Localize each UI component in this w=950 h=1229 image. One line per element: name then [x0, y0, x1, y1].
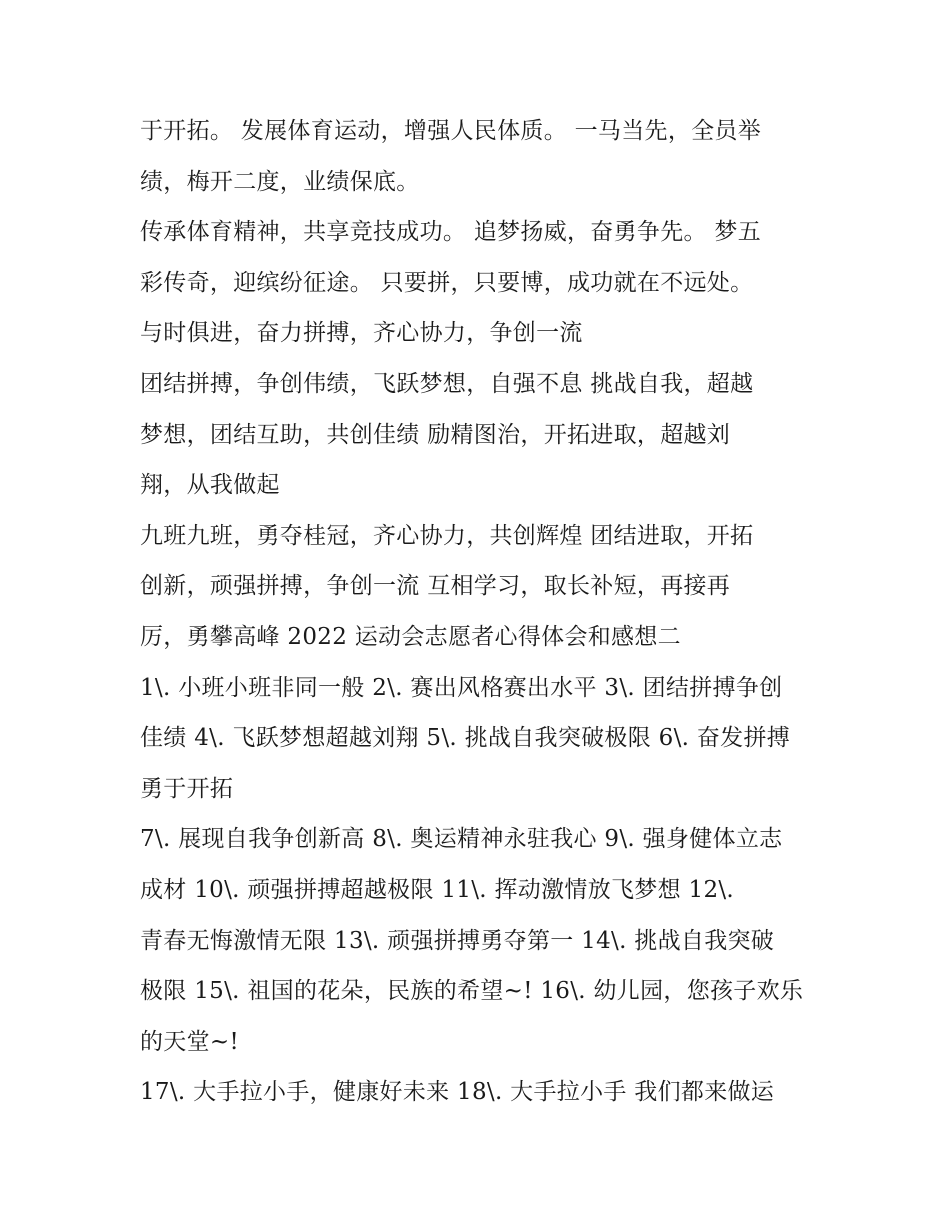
- text-line: 创新，顽强拼搏，争创一流 互相学习，取长补短，再接再: [140, 573, 731, 600]
- text-line: 青春无悔激情无限 13\. 顽强拼搏勇夺第一 14\. 挑战自我突破: [140, 927, 775, 954]
- text-line: 成材 10\. 顽强拼搏超越极限 11\. 挥动激情放飞梦想 12\.: [140, 876, 735, 903]
- text-line: 7\. 展现自我争创新高 8\. 奥运精神永驻我心 9\. 强身健体立志: [140, 826, 783, 853]
- text-line: 于开拓。 发展体育运动，增强人民体质。 一马当先，全员举: [140, 118, 762, 144]
- text-line: 1\. 小班小班非同一般 2\. 赛出风格赛出水平 3\. 团结拼搏争创: [140, 674, 783, 701]
- text-line: 传承体育精神，共享竞技成功。 追梦扬威，奋勇争先。 梦五: [140, 219, 762, 246]
- text-line: 团结拼搏，争创伟绩，飞跃梦想，自强不息 挑战自我，超越: [140, 370, 754, 397]
- text-line: 佳绩 4\. 飞跃梦想超越刘翔 5\. 挑战自我突破极限 6\. 奋发拼搏: [140, 725, 791, 752]
- text-line: 勇于开拓: [140, 775, 234, 802]
- text-line: 与时俱进，奋力拼搏，齐心协力，争创一流: [140, 320, 583, 347]
- text-line: 的天堂~!: [140, 1028, 240, 1055]
- text-line: 翔，从我做起: [140, 472, 280, 499]
- text-line: 17\. 大手拉小手，健康好未来 18\. 大手拉小手 我们都来做运: [140, 1079, 775, 1106]
- body-text: [140, 106, 840, 1118]
- text-line: 极限 15\. 祖国的花朵，民族的希望~! 16\. 幼儿园，您孩子欢乐: [140, 978, 804, 1005]
- text-line: 厉，勇攀高峰 2022 运动会志愿者心得体会和感想二: [140, 623, 681, 650]
- text-line: 梦想，团结互助，共创佳绩 励精图治，开拓进取，超越刘: [140, 421, 731, 448]
- text-line: 九班九班，勇夺桂冠，齐心协力，共创辉煌 团结进取，开拓: [140, 522, 754, 549]
- text-line: 绩，梅开二度，业绩保底。: [140, 168, 420, 195]
- text-line: 彩传奇，迎缤纷征途。 只要拼，只要博，成功就在不远处。: [140, 269, 754, 296]
